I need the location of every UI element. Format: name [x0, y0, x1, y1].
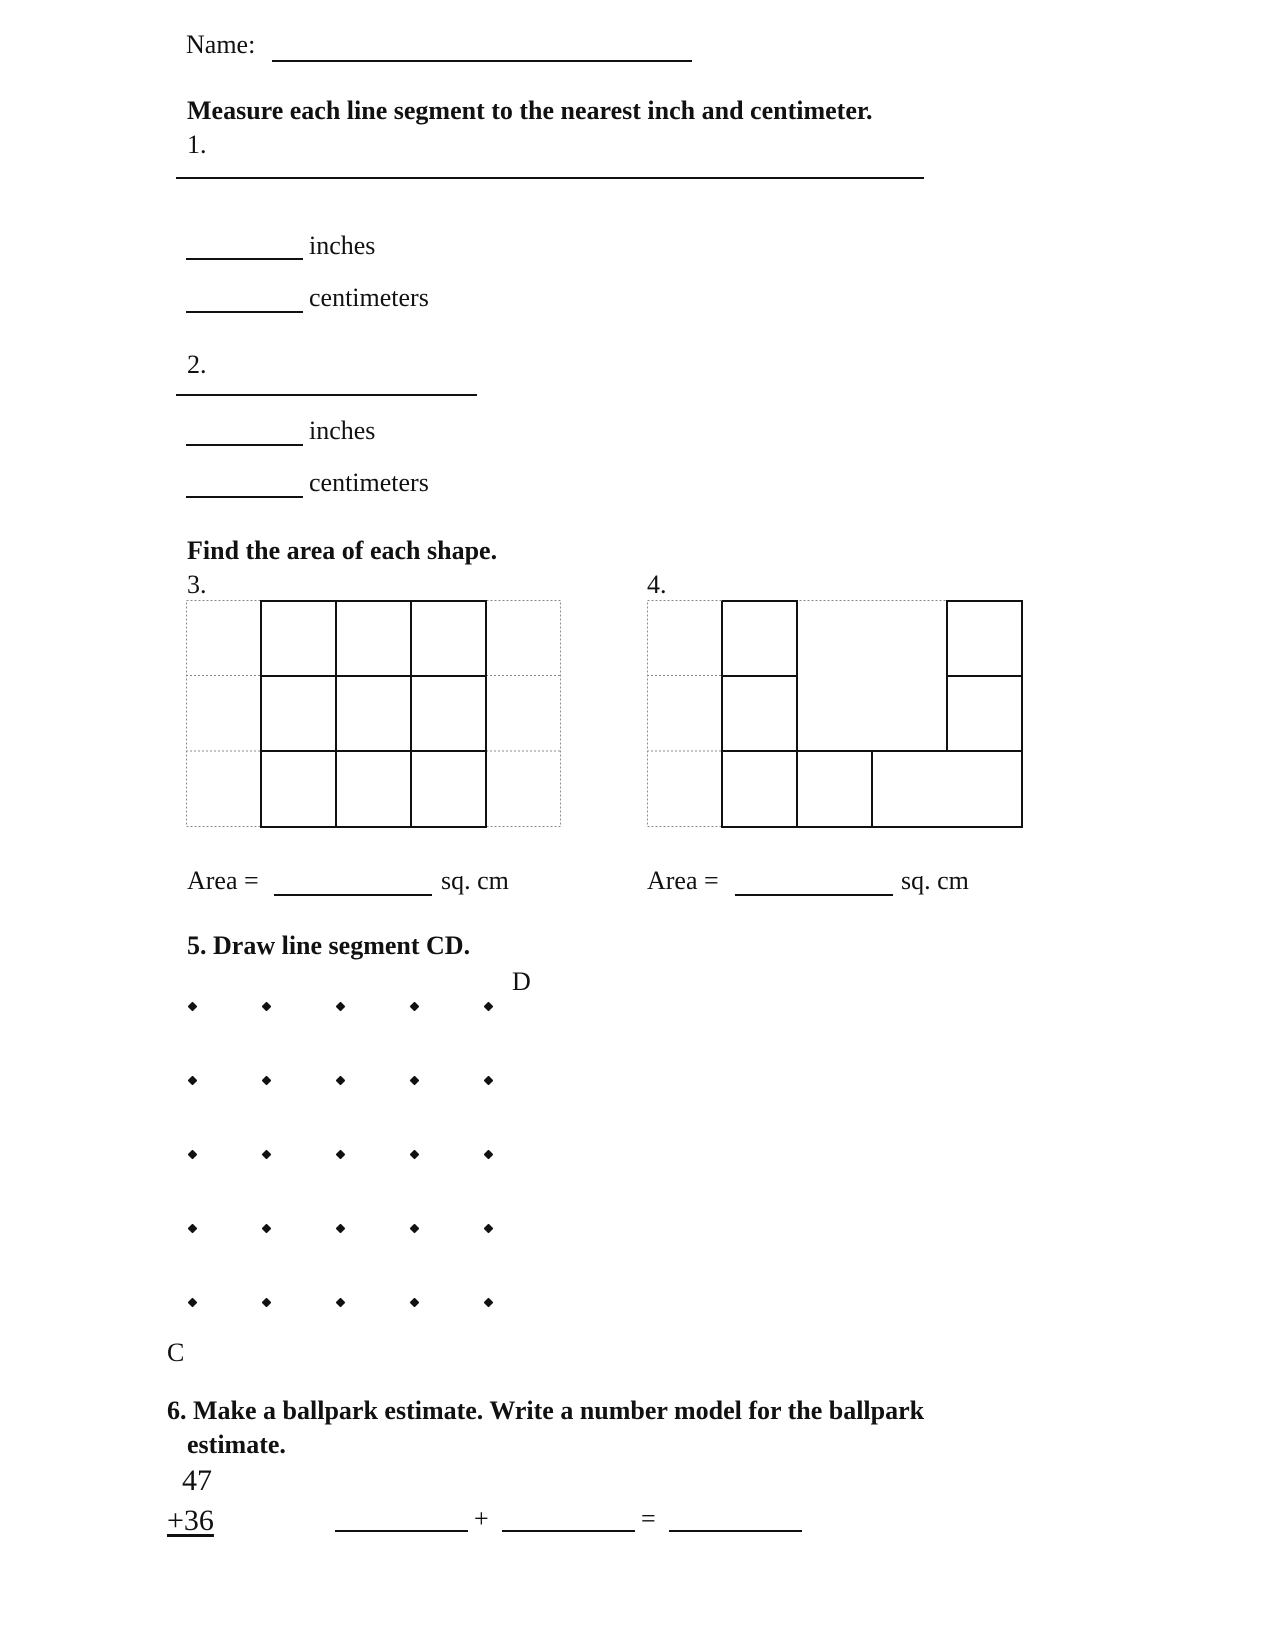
- grid-dot[interactable]: [262, 1298, 272, 1308]
- grid-dot[interactable]: [410, 1298, 420, 1308]
- shape-3-area-blank[interactable]: [274, 894, 432, 896]
- grid-dot[interactable]: [336, 1150, 346, 1160]
- grid-dot[interactable]: [410, 1150, 420, 1160]
- grid-dot[interactable]: [188, 1224, 198, 1234]
- grid-dot[interactable]: [410, 1002, 420, 1012]
- grid-dot[interactable]: [484, 1150, 494, 1160]
- grid-dot[interactable]: [336, 1076, 346, 1086]
- shape-3-area-label: Area =: [187, 866, 259, 895]
- shape-3-grid: [186, 600, 561, 828]
- grid-dot[interactable]: [484, 1002, 494, 1012]
- grid-dot[interactable]: [410, 1224, 420, 1234]
- grid-dot[interactable]: [188, 1076, 198, 1086]
- name-field[interactable]: [272, 60, 692, 62]
- item-2-inches-blank[interactable]: [186, 444, 303, 446]
- grid-dot[interactable]: [336, 1298, 346, 1308]
- addend-1: 47: [182, 1464, 212, 1497]
- item-2-cm-label: centimeters: [309, 468, 429, 497]
- grid-dot[interactable]: [188, 1298, 198, 1308]
- grid-dot[interactable]: [484, 1298, 494, 1308]
- grid-dot[interactable]: [484, 1076, 494, 1086]
- shape-4-unit: sq. cm: [901, 866, 969, 895]
- shape-4-area-blank[interactable]: [735, 894, 893, 896]
- draw-heading: 5. Draw line segment CD.: [187, 931, 471, 960]
- shape-4-area-label: Area =: [647, 866, 719, 895]
- shape-4-grid: [647, 600, 1022, 828]
- grid-dot[interactable]: [336, 1224, 346, 1234]
- grid-dot[interactable]: [262, 1076, 272, 1086]
- item-2-cm-blank[interactable]: [186, 496, 303, 498]
- estimate-blank-2[interactable]: [502, 1530, 635, 1532]
- estimate-blank-3[interactable]: [669, 1530, 802, 1532]
- item-1-cm-blank[interactable]: [186, 311, 303, 313]
- estimate-blank-1[interactable]: [335, 1530, 468, 1532]
- segment-1: [176, 177, 924, 179]
- grid-dot[interactable]: [188, 1150, 198, 1160]
- grid-dot[interactable]: [262, 1224, 272, 1234]
- area-heading: Find the area of each shape.: [187, 536, 498, 565]
- shape-3-unit: sq. cm: [441, 866, 509, 895]
- plus-sign: +: [474, 1504, 489, 1533]
- estimate-heading-line2: estimate.: [187, 1430, 286, 1459]
- segment-2: [176, 394, 477, 396]
- item-1-cm-label: centimeters: [309, 283, 429, 312]
- grid-dot[interactable]: [410, 1076, 420, 1086]
- estimate-heading-line1: 6. Make a ballpark estimate. Write a number model for the ballpark: [167, 1396, 925, 1425]
- item-1-inches-blank[interactable]: [186, 258, 303, 260]
- measure-heading: Measure each line segment to the nearest inch and centimeter.: [187, 96, 873, 125]
- grid-dot[interactable]: [262, 1002, 272, 1012]
- addend-2: +36: [167, 1504, 214, 1537]
- name-row: [186, 30, 255, 60]
- grid-dot[interactable]: [336, 1002, 346, 1012]
- point-d-label: D: [512, 967, 531, 996]
- item-1-number: 1.: [187, 130, 207, 159]
- point-c-label: C: [167, 1338, 185, 1367]
- item-2-inches-label: inches: [309, 416, 376, 445]
- name-label: Name:: [186, 30, 256, 59]
- grid-dot[interactable]: [484, 1224, 494, 1234]
- grid-dot[interactable]: [262, 1150, 272, 1160]
- item-2-number: 2.: [187, 350, 207, 379]
- equals-sign: =: [641, 1504, 656, 1533]
- shape-4-number: 4.: [647, 570, 667, 599]
- item-1-inches-label: inches: [309, 231, 376, 260]
- shape-3-number: 3.: [187, 570, 207, 599]
- grid-dot[interactable]: [188, 1002, 198, 1012]
